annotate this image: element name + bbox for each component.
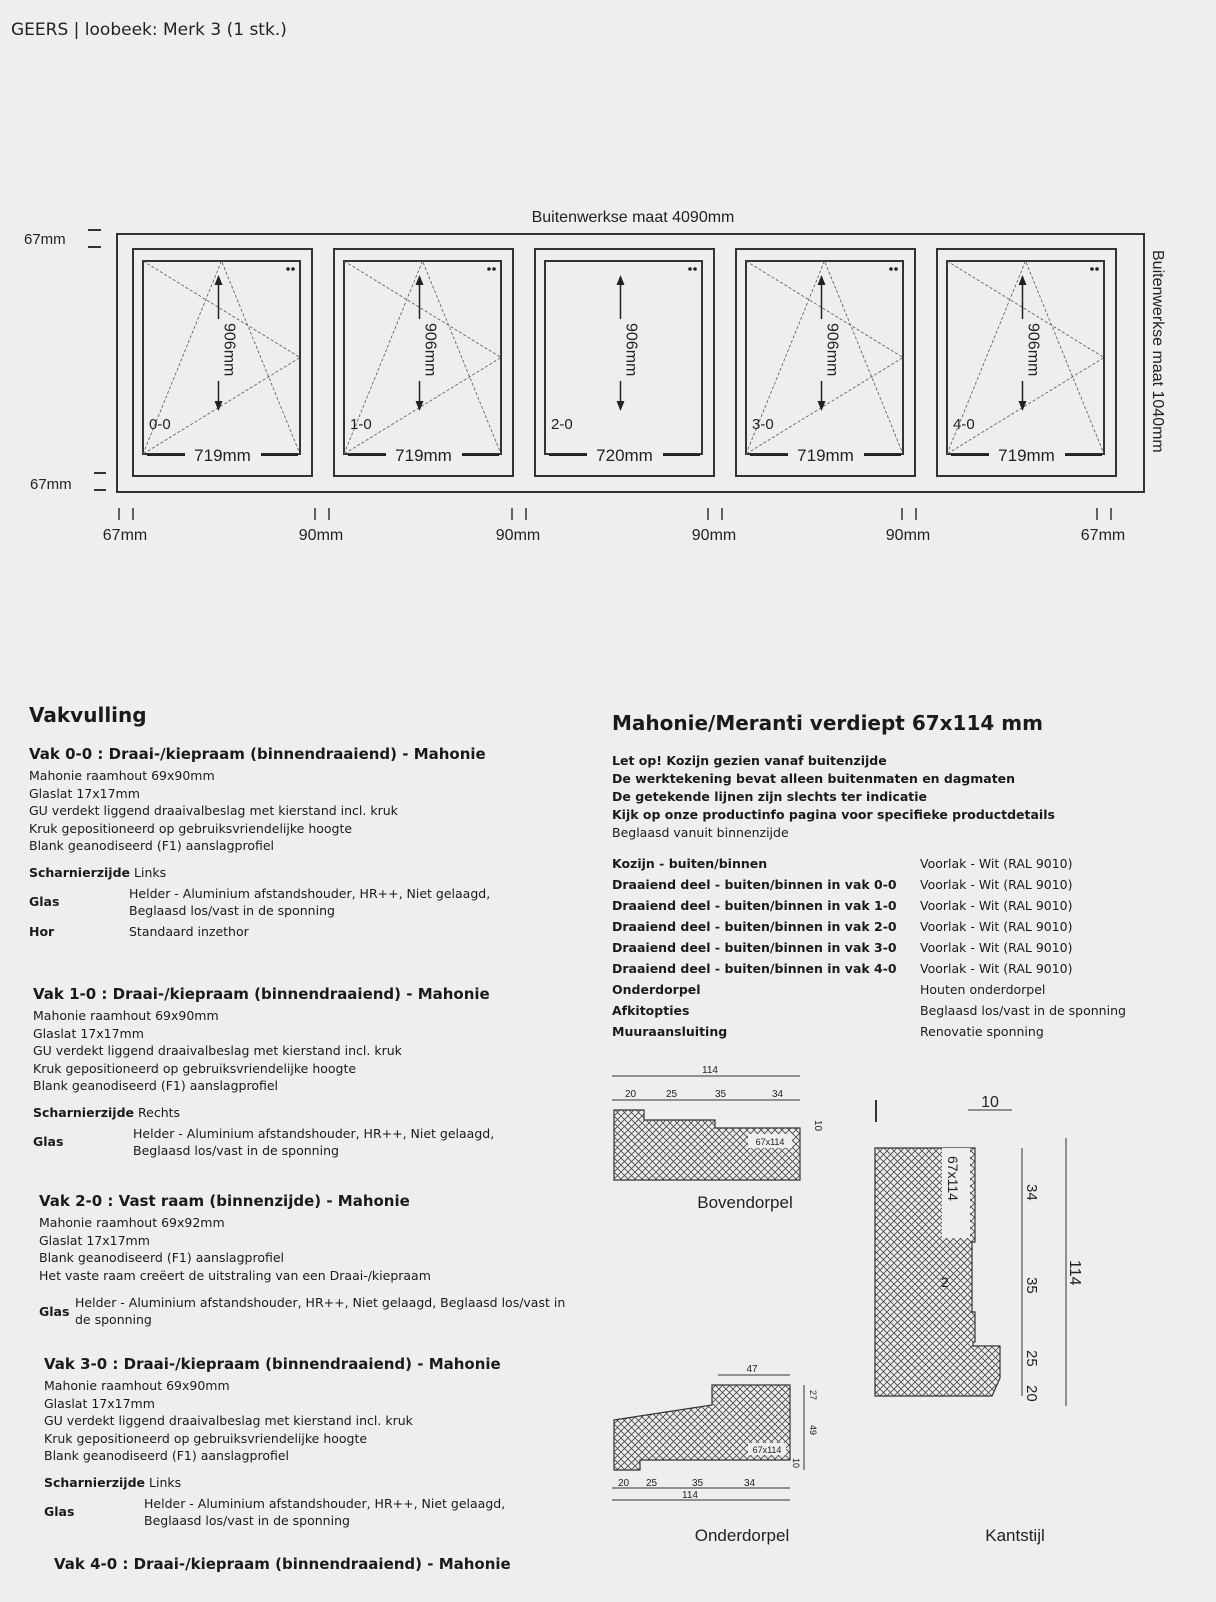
spec-row bbox=[612, 958, 1172, 979]
spec-row bbox=[612, 1000, 1172, 1021]
spec-key: Onderdorpel bbox=[612, 982, 701, 997]
vak-2-0-line: Mahonie raamhout 69x92mm bbox=[39, 1215, 225, 1230]
note-line: De getekende lijnen zijn slechts ter indicatie bbox=[612, 789, 928, 804]
spec-key: Draaiend deel - buiten/binnen in vak 0-0 bbox=[612, 877, 897, 892]
panel-id: 0-0 bbox=[149, 416, 171, 433]
onderdorpel-label: Onderdorpel bbox=[694, 1526, 790, 1545]
vak-1-0-section bbox=[33, 985, 593, 1159]
note-line: Let op! Kozijn gezien vanaf buitenzijde bbox=[612, 753, 887, 768]
kantstijl-top: 10 bbox=[981, 1094, 999, 1111]
glas-value: Helder - Aluminium afstandshouder, HR++, Niet gelaagd, Beglaasd los/vast in de sponning bbox=[133, 1125, 495, 1158]
spec-key: Draaiend deel - buiten/binnen in vak 1-0 bbox=[612, 898, 897, 913]
dim-label: 35 bbox=[1023, 1277, 1040, 1294]
dim-label: 20 bbox=[618, 1478, 630, 1489]
dim-label: 35 bbox=[692, 1478, 704, 1489]
vak-3-0-line: Blank geanodiseerd (F1) aanslagprofiel bbox=[44, 1448, 290, 1463]
window-panel-4-0 bbox=[937, 249, 1116, 476]
svg-text:90mm: 90mm bbox=[691, 527, 737, 544]
bottom-frame-dim: 67mm bbox=[30, 476, 72, 493]
dim-label: 34 bbox=[744, 1478, 756, 1489]
dim-label: 25 bbox=[666, 1089, 678, 1100]
bovendorpel-profile bbox=[612, 1065, 823, 1212]
spec-key: Draaiend deel - buiten/binnen in vak 4-0 bbox=[612, 961, 897, 976]
outer-height-label: Buitenwerkse maat 1040mm bbox=[1149, 250, 1166, 453]
profile-title: Mahonie/Meranti verdiept 67x114 mm bbox=[612, 711, 1043, 735]
vak-1-0-line: GU verdekt liggend draaivalbeslag met kierstand incl. kruk bbox=[33, 1043, 402, 1058]
dim-label: 25 bbox=[646, 1478, 658, 1489]
spec-key: Draaiend deel - buiten/binnen in vak 3-0 bbox=[612, 940, 897, 955]
glas-label: Glas bbox=[39, 1303, 70, 1319]
panel-id: 2-0 bbox=[551, 416, 573, 433]
dim-label: 27 bbox=[808, 1390, 818, 1401]
svg-text:67mm: 67mm bbox=[102, 527, 148, 544]
vak-0-0-title: Vak 0-0 : Draai-/kiepraam (binnendraaiend) - Mahonie bbox=[29, 745, 486, 763]
bottom-dimension bbox=[692, 508, 736, 544]
spec-value: Voorlak - Wit (RAL 9010) bbox=[920, 898, 1073, 913]
vak-3-0-line: GU verdekt liggend draaivalbeslag met kierstand incl. kruk bbox=[44, 1413, 413, 1428]
scharnier-label: Scharnierzijde bbox=[29, 864, 131, 880]
vak-4-0-section bbox=[54, 1555, 614, 1577]
vak-3-0-line: Glaslat 17x17mm bbox=[44, 1395, 155, 1411]
glas-value: Helder - Aluminium afstandshouder, HR++, Niet gelaagd, Beglaasd los/vast in de sponning bbox=[144, 1495, 506, 1528]
spec-key: Afkitopties bbox=[612, 1003, 690, 1018]
spec-value: Voorlak - Wit (RAL 9010) bbox=[920, 856, 1073, 871]
hor-value: Standaard inzethor bbox=[129, 923, 249, 939]
vak-1-0-line: Blank geanodiseerd (F1) aanslagprofiel bbox=[33, 1078, 279, 1093]
dim-label: 10 bbox=[791, 1458, 801, 1469]
bovendorpel-label: Bovendorpel bbox=[697, 1193, 793, 1212]
spec-value: Voorlak - Wit (RAL 9010) bbox=[920, 961, 1073, 976]
window-panel-3-0 bbox=[736, 249, 915, 476]
glas-label: Glas bbox=[33, 1134, 64, 1149]
spec-key: Muuraansluiting bbox=[612, 1024, 728, 1039]
notes bbox=[612, 752, 1172, 842]
svg-text:90mm: 90mm bbox=[885, 527, 931, 544]
panel-width: 719mm bbox=[395, 446, 452, 465]
glas-value: Helder - Aluminium afstandshouder, HR++, Niet gelaagd, Beglaasd los/vast in de sponning bbox=[129, 885, 491, 918]
kantstijl-label: Kantstijl bbox=[985, 1526, 1045, 1545]
panel-width: 719mm bbox=[998, 446, 1055, 465]
dim-label: 2 bbox=[941, 1274, 949, 1290]
spec-value: Voorlak - Wit (RAL 9010) bbox=[920, 877, 1073, 892]
dim-label: 25 bbox=[1023, 1350, 1040, 1367]
vak-2-0-title: Vak 2-0 : Vast raam (binnenzijde) - Mahonie bbox=[39, 1192, 410, 1210]
spec-row bbox=[612, 1021, 1172, 1042]
vak-4-0-title: Vak 4-0 : Draai-/kiepraam (binnendraaiend) - Mahonie bbox=[54, 1555, 511, 1573]
vak-0-0-line: GU verdekt liggend draaivalbeslag met kierstand incl. kruk bbox=[29, 803, 398, 818]
spec-value: Houten onderdorpel bbox=[920, 982, 1046, 997]
vak-3-0-line: Kruk gepositioneerd op gebruiksvriendelijke hoogte bbox=[44, 1430, 368, 1446]
bottom-dimension bbox=[496, 508, 540, 544]
panel-id: 4-0 bbox=[953, 416, 975, 433]
spec-row bbox=[612, 916, 1172, 937]
spec-row bbox=[612, 895, 1172, 916]
vak-3-0-line: Mahonie raamhout 69x90mm bbox=[44, 1378, 230, 1393]
vak-3-0-section bbox=[44, 1355, 604, 1529]
spec-value: Voorlak - Wit (RAL 9010) bbox=[920, 940, 1073, 955]
spec-value: Voorlak - Wit (RAL 9010) bbox=[920, 919, 1073, 934]
vak-2-0-section bbox=[39, 1192, 599, 1328]
panel-height: 906mm bbox=[421, 323, 439, 377]
dim-label: 49 bbox=[808, 1425, 818, 1436]
note-line: De werktekening bevat alleen buitenmaten en dagmaten bbox=[612, 771, 1016, 786]
panel-id: 1-0 bbox=[350, 416, 372, 433]
scharnier-label: Scharnierzijde bbox=[33, 1104, 135, 1120]
dim-label: 20 bbox=[1023, 1385, 1040, 1402]
vak-1-0-title: Vak 1-0 : Draai-/kiepraam (binnendraaiend) - Mahonie bbox=[33, 985, 490, 1003]
vak-0-0-line: Kruk gepositioneerd op gebruiksvriendelijke hoogte bbox=[29, 820, 353, 836]
bottom-dimension bbox=[886, 508, 930, 544]
scharnier-value: Links bbox=[134, 864, 167, 880]
vak-1-0-line: Glaslat 17x17mm bbox=[33, 1025, 144, 1041]
spec-row bbox=[612, 874, 1172, 895]
profile-drawings bbox=[600, 1060, 1200, 1600]
vak-0-0-line: Mahonie raamhout 69x90mm bbox=[29, 768, 215, 783]
onderdorpel-total: 114 bbox=[682, 1490, 698, 1501]
spec-row bbox=[612, 937, 1172, 958]
spec-value: Renovatie sponning bbox=[920, 1024, 1044, 1039]
top-frame-dim: 67mm bbox=[24, 231, 66, 248]
glas-label: Glas bbox=[29, 894, 60, 909]
vak-0-0-line: Blank geanodiseerd (F1) aanslagprofiel bbox=[29, 838, 275, 853]
vak-0-0-line: Glaslat 17x17mm bbox=[29, 785, 140, 801]
bovendorpel-total: 114 bbox=[702, 1065, 718, 1076]
kantstijl-profile bbox=[875, 1094, 1083, 1545]
outer-width-label: Buitenwerkse maat 4090mm bbox=[531, 209, 735, 226]
spec-key: Kozijn - buiten/binnen bbox=[612, 856, 768, 871]
dim-label: 10 bbox=[812, 1120, 823, 1132]
spec-row bbox=[612, 853, 1172, 874]
dim-label: 35 bbox=[715, 1089, 727, 1100]
svg-text:90mm: 90mm bbox=[495, 527, 541, 544]
bottom-dimension bbox=[1081, 508, 1125, 544]
vakvulling-title: Vakvulling bbox=[29, 703, 147, 727]
note-line: Beglaasd vanuit binnenzijde bbox=[612, 825, 789, 840]
panel-height: 906mm bbox=[1024, 323, 1042, 377]
onderdorpel-top: 47 bbox=[746, 1364, 758, 1375]
spec-table bbox=[612, 853, 1172, 1042]
vak-2-0-line: Het vaste raam creëert de uitstraling van een Draai-/kiepraam bbox=[39, 1267, 431, 1283]
vak-2-0-line: Blank geanodiseerd (F1) aanslagprofiel bbox=[39, 1250, 285, 1265]
svg-text:90mm: 90mm bbox=[298, 527, 344, 544]
panel-height: 906mm bbox=[823, 323, 841, 377]
dim-label: 34 bbox=[1023, 1184, 1040, 1201]
vak-1-0-line: Kruk gepositioneerd op gebruiksvriendelijke hoogte bbox=[33, 1060, 357, 1076]
panel-width: 720mm bbox=[596, 446, 653, 465]
dim-label: 34 bbox=[772, 1089, 784, 1100]
panel-height: 906mm bbox=[220, 323, 238, 377]
hor-label: Hor bbox=[29, 923, 55, 939]
vak-1-0-line: Mahonie raamhout 69x90mm bbox=[33, 1008, 219, 1023]
profile-tag: 67x114 bbox=[945, 1156, 961, 1201]
kantstijl-total: 114 bbox=[1066, 1260, 1083, 1286]
panel-width: 719mm bbox=[797, 446, 854, 465]
spec-row bbox=[612, 979, 1172, 1000]
scharnier-value: Rechts bbox=[138, 1104, 181, 1120]
spec-key: Draaiend deel - buiten/binnen in vak 2-0 bbox=[612, 919, 897, 934]
spec-value: Beglaasd los/vast in de sponning bbox=[920, 1003, 1126, 1018]
window-panel-0-0 bbox=[133, 249, 312, 476]
vak-2-0-line: Glaslat 17x17mm bbox=[39, 1232, 150, 1248]
vak-0-0-section bbox=[29, 745, 589, 940]
vak-3-0-title: Vak 3-0 : Draai-/kiepraam (binnendraaiend) - Mahonie bbox=[44, 1355, 501, 1373]
dim-label: 20 bbox=[625, 1089, 637, 1100]
profile-tag: 67x114 bbox=[752, 1445, 782, 1455]
window-panel-1-0 bbox=[334, 249, 513, 476]
window-panel-2-0 bbox=[535, 249, 714, 476]
bottom-dimension bbox=[299, 508, 343, 544]
onderdorpel-profile bbox=[612, 1364, 818, 1545]
panel-width: 719mm bbox=[194, 446, 251, 465]
profile-tag: 67x114 bbox=[755, 1137, 785, 1147]
panel-height: 906mm bbox=[622, 323, 640, 377]
note-line: Kijk op onze productinfo pagina voor specifieke productdetails bbox=[612, 807, 1055, 822]
glas-value: Helder - Aluminium afstandshouder, HR++, Niet gelaagd, Beglaasd los/vast in de sponning bbox=[75, 1295, 566, 1327]
bottom-dimension bbox=[103, 508, 147, 544]
panel-id: 3-0 bbox=[752, 416, 774, 433]
scharnier-value: Links bbox=[149, 1474, 182, 1490]
glas-label: Glas bbox=[44, 1504, 75, 1519]
page-title: GEERS | loobeek: Merk 3 (1 stk.) bbox=[11, 20, 287, 40]
window-elevation-drawing bbox=[0, 190, 1216, 560]
svg-text:67mm: 67mm bbox=[1080, 527, 1126, 544]
scharnier-label: Scharnierzijde bbox=[44, 1474, 146, 1490]
